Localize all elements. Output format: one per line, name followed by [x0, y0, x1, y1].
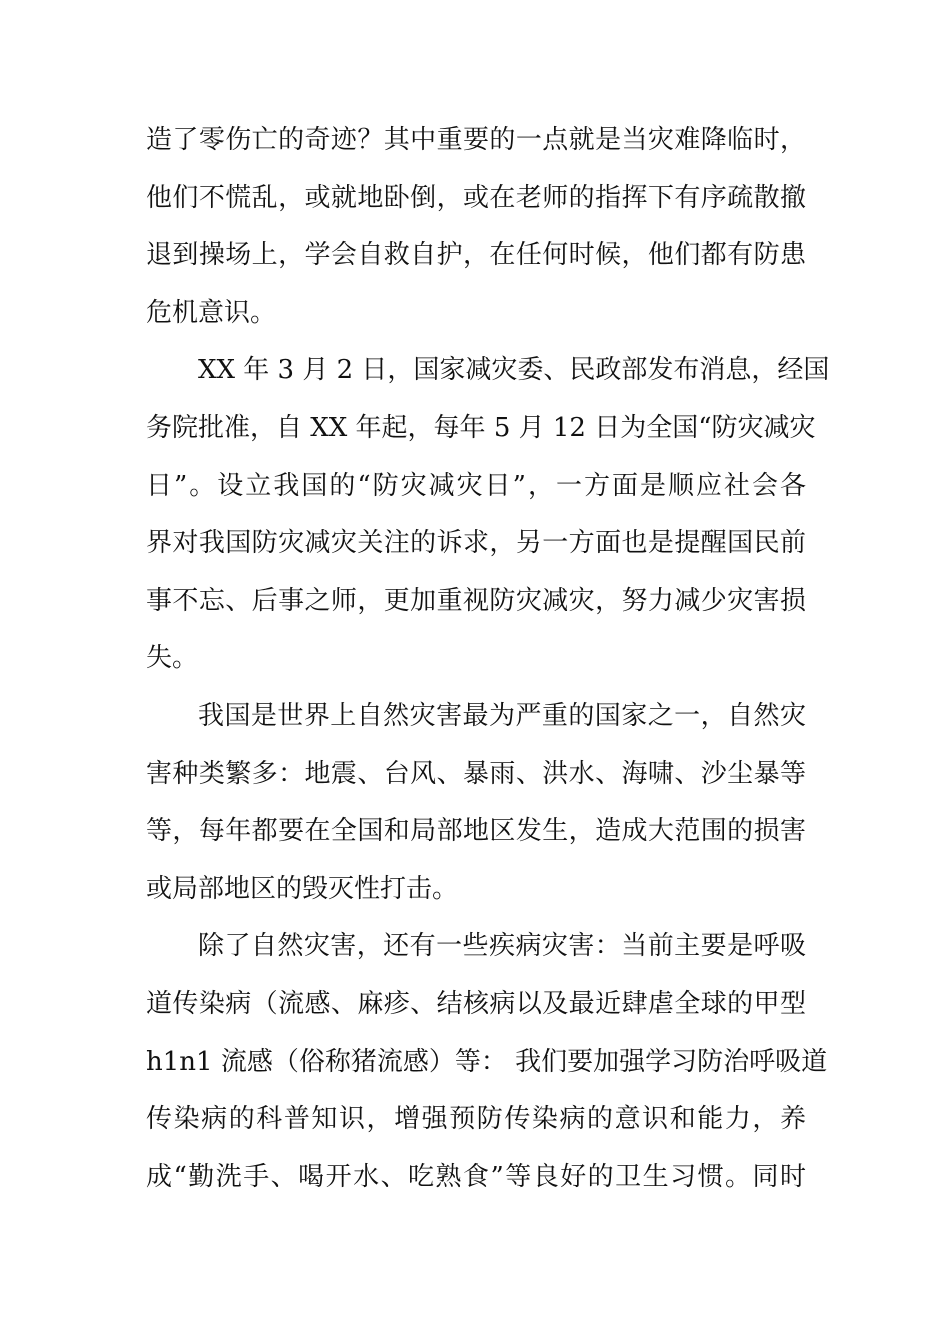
paragraph-2-line-6: 失。: [146, 643, 199, 674]
paragraph-4-line-2: 道传染病（流感、麻疹、结核病以及最近肆虐全球的甲型: [146, 988, 806, 1019]
paragraph-3-line-1: 我国是世界上自然灾害最为严重的国家之一，自然灾: [198, 700, 806, 731]
paragraph-3-line-3: 等，每年都要在全国和局部地区发生，造成大范围的损害: [146, 816, 806, 847]
paragraph-4-line-1: 除了自然灾害，还有一些疾病灾害：当前主要是呼吸: [198, 931, 806, 962]
paragraph-3-line-2: 害种类繁多：地震、台风、暴雨、洪水、海啸、沙尘暴等: [146, 758, 806, 789]
paragraph-2-line-1: XX 年 3 月 2 日，国家减灾委、民政部发布消息，经国: [198, 355, 830, 386]
paragraph-1-line-3: 退到操场上，学会自救自护，在任何时候，他们都有防患: [146, 240, 806, 271]
paragraph-1-line-2: 他们不慌乱，或就地卧倒，或在老师的指挥下有序疏散撤: [146, 182, 806, 213]
paragraph-2-line-5: 事不忘、后事之师，更加重视防灾减灾，努力减少灾害损: [146, 585, 806, 616]
paragraph-4-line-4: 传染病的科普知识，增强预防传染病的意识和能力，养: [146, 1104, 806, 1135]
paragraph-2-line-2: 务院批准，自 XX 年起，每年 5 月 12 日为全国“防灾减灾: [146, 412, 816, 443]
paragraph-4-line-3: h1n1 流感（俗称猪流感）等： 我们要加强学习防治呼吸道: [146, 1046, 828, 1077]
paragraph-2-line-4: 界对我国防灾减灾关注的诉求，另一方面也是提醒国民前: [146, 528, 806, 559]
paragraph-3-line-4: 或局部地区的毁灭性打击。: [146, 873, 459, 904]
body-text: [146, 112, 830, 1206]
paragraph-2-line-3: 日”。设立我国的“防灾减灾日”，一方面是顺应社会各: [146, 470, 806, 501]
paragraph-1-line-1: 造了零伤亡的奇迹？其中重要的一点就是当灾难降临时，: [146, 125, 806, 155]
paragraph-1-line-4: 危机意识。: [146, 297, 277, 328]
paragraph-4-line-5: 成“勤洗手、喝开水、吃熟食”等良好的卫生习惯。同时: [146, 1161, 806, 1192]
